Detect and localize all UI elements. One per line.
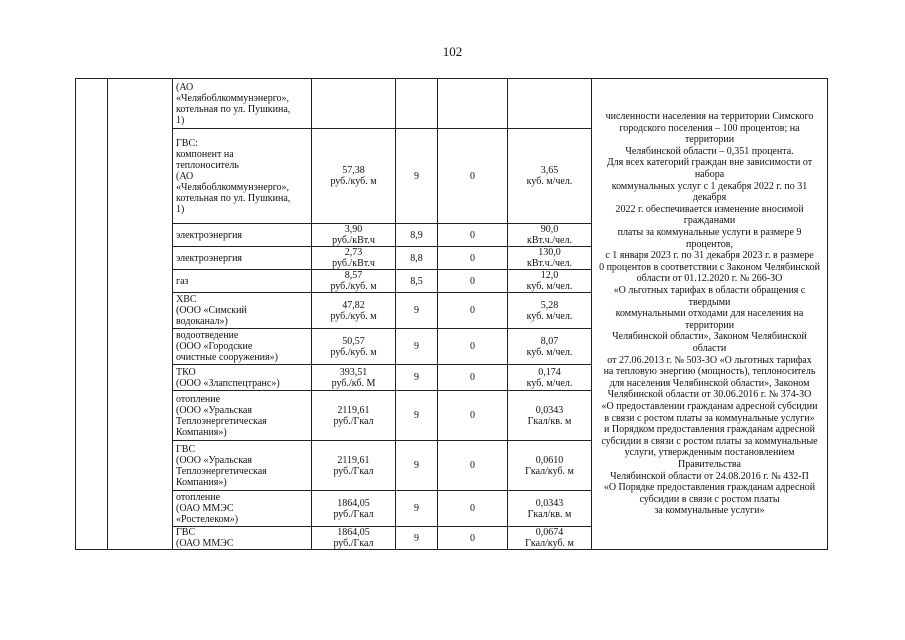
tariff-unit: руб./кВт.ч — [332, 235, 375, 246]
tariff-value: 8,57 — [344, 270, 363, 281]
norm-value: 0,0610 — [535, 454, 564, 466]
norm-unit: Гкал/кв. м — [527, 508, 572, 520]
tariff-table — [75, 78, 828, 550]
tariff-cell — [312, 293, 396, 329]
norm-cell — [508, 491, 592, 527]
service-cell — [173, 441, 312, 491]
norm-cell — [508, 441, 592, 491]
increase-cell: 9 — [396, 491, 438, 527]
norm-cell — [508, 329, 592, 365]
tariff-unit: руб./Гкал — [333, 508, 374, 520]
service-name: отопление (ОАО ММЭС «Ростелеком») — [176, 492, 239, 525]
tariff-value: 57,38 — [342, 165, 365, 176]
tariff-value: 2119,61 — [337, 404, 370, 416]
tariff-value: 1864,05 — [337, 497, 370, 509]
second-period-cell: 0 — [438, 391, 508, 441]
tariff-unit: руб./Гкал — [333, 538, 374, 549]
norm-cell — [508, 527, 592, 550]
increase-cell: 9 — [396, 329, 438, 365]
tariff-unit: руб./кВт.ч — [332, 258, 375, 269]
tariff-value: 47,82 — [342, 299, 365, 311]
norm-cell — [508, 224, 592, 247]
service-cell — [173, 365, 312, 391]
increase-cell: 8,9 — [396, 224, 438, 247]
second-period-cell: 0 — [438, 491, 508, 527]
second-period-cell: 0 — [438, 270, 508, 293]
tariff-value: 50,57 — [342, 335, 365, 347]
tariff-cell — [312, 365, 396, 391]
norm-value: 0,174 — [538, 366, 561, 378]
norm-cell — [508, 79, 592, 129]
increase-cell: 9 — [396, 365, 438, 391]
second-period-cell: 0 — [438, 293, 508, 329]
note-cell — [592, 79, 828, 550]
norm-value: 8,07 — [540, 335, 559, 347]
service-cell — [173, 391, 312, 441]
service-cell — [173, 247, 312, 270]
service-cell — [173, 491, 312, 527]
second-period-cell: 0 — [438, 365, 508, 391]
tariff-value: 393,51 — [339, 366, 368, 378]
tariff-unit: руб./куб. м — [330, 346, 377, 358]
service-cell — [173, 270, 312, 293]
increase-cell: 9 — [396, 293, 438, 329]
tariff-cell — [312, 79, 396, 129]
norm-value: 5,28 — [540, 299, 559, 311]
norm-value: 0,0674 — [535, 527, 564, 538]
norm-unit: куб. м/чел. — [526, 346, 573, 358]
norm-value: 0,0343 — [535, 497, 564, 509]
service-cell — [173, 129, 312, 224]
service-name: ХВС (ООО «Симский водоканал») — [176, 294, 247, 327]
service-name: водоотведение (ООО «Городские очистные сооружения») — [176, 330, 278, 363]
norm-value: 130,0 — [538, 247, 561, 258]
norm-cell — [508, 270, 592, 293]
empty-cell — [76, 79, 108, 550]
norm-unit: куб. м/чел. — [526, 176, 573, 187]
tariff-unit: руб./куб. м — [330, 310, 377, 322]
norm-unit: кВт.ч./чел. — [527, 235, 572, 246]
norm-value: 3,65 — [540, 165, 559, 176]
service-name: ГВС (ОАО ММЭС — [176, 527, 234, 549]
second-period-cell: 0 — [438, 247, 508, 270]
increase-cell: 9 — [396, 441, 438, 491]
tariff-value: 2,73 — [344, 247, 363, 258]
service-name: ГВС (ООО «Уральская Теплоэнергетическая Компания») — [176, 443, 267, 488]
increase-cell: 8,5 — [396, 270, 438, 293]
norm-value: 90,0 — [540, 224, 559, 235]
tariff-cell — [312, 247, 396, 270]
second-period-cell: 0 — [438, 527, 508, 550]
service-name: отопление (ООО «Уральская Теплоэнергетическая Компания») — [176, 393, 267, 438]
page-number: 102 — [442, 44, 463, 59]
table-body — [76, 79, 828, 550]
norm-cell — [508, 293, 592, 329]
tariff-unit: руб./кб. М — [331, 377, 376, 389]
tariff-cell — [312, 329, 396, 365]
service-name: (АО «Челябоблкоммунэнерго», котельная по ул. Пушкина, 1) — [176, 81, 291, 126]
norm-cell — [508, 365, 592, 391]
tariff-cell — [312, 527, 396, 550]
norm-unit: Гкал/кв. м — [527, 415, 572, 427]
norm-unit: куб. м/чел. — [526, 281, 573, 292]
increase-cell — [396, 79, 438, 129]
tariff-unit: руб./куб. м — [330, 176, 377, 187]
service-cell — [173, 293, 312, 329]
norm-unit: куб. м/чел. — [526, 377, 573, 389]
norm-cell — [508, 391, 592, 441]
tariff-cell — [312, 441, 396, 491]
norm-value: 0,0343 — [535, 404, 564, 416]
second-period-cell: 0 — [438, 329, 508, 365]
norm-value: 12,0 — [540, 270, 559, 281]
increase-cell: 8,8 — [396, 247, 438, 270]
service-cell — [173, 224, 312, 247]
service-cell — [173, 527, 312, 550]
tariff-value: 3,90 — [344, 224, 363, 235]
increase-cell: 9 — [396, 129, 438, 224]
service-name: электроэнергия — [176, 229, 243, 241]
tariff-cell — [312, 224, 396, 247]
norm-unit: Гкал/куб. м — [525, 538, 574, 549]
service-name: ГВС: компонент на теплоноситель (АО «Челябоблкоммунэнерго», котельная по ул. Пушкина, 1) — [176, 137, 291, 215]
second-period-cell: 0 — [438, 224, 508, 247]
tariff-cell — [312, 391, 396, 441]
increase-cell: 9 — [396, 527, 438, 550]
service-cell — [173, 329, 312, 365]
increase-cell: 9 — [396, 391, 438, 441]
second-period-cell — [438, 79, 508, 129]
tariff-cell — [312, 491, 396, 527]
service-name: ТКО (ООО «Злапспецтранс») — [176, 366, 280, 389]
tariff-cell — [312, 270, 396, 293]
norm-unit: кВт.ч./чел. — [527, 258, 572, 269]
empty-cell — [108, 79, 173, 550]
tariff-value: 2119,61 — [337, 454, 370, 466]
service-name: газ — [176, 275, 189, 287]
norm-cell — [508, 247, 592, 270]
second-period-cell: 0 — [438, 129, 508, 224]
tariff-cell — [312, 129, 396, 224]
norm-unit: Гкал/куб. м — [525, 465, 574, 477]
tariff-unit: руб./куб. м — [330, 281, 377, 292]
service-name: электроэнергия — [176, 252, 243, 264]
note-text: численности населения на территории Симского городского поселения – 100 процентов; на территории Челябинской области – 0,351 процента. Для всех категорий граждан вне зависимости от набора коммунальных услуг с 1 декабря 2022 г. по 31 декабря 2022 г. обеспечивается изменение вносимой гражданами платы за коммунальные услуги в размере 9 процентов, с 1 января 2023 г. по 31 декабря 2023 г. в размере 0 процентов в соответствии с Законом Челябинской области от 01.12.2020 г. № 266-ЗО «О льготных тарифах в области обращения с твердыми коммунальными отходами для населения на территории Челябинской области», Законом Челябинской области от 27.06.2013 г. № 503-ЗО «О льготных тарифах на тепловую энергию (мощность), теплоноситель для населения Челябинской области», Законом Челябинской области от 30.06.2016 г. № 374-ЗО «О предоставлении гражданам адресной субсидии в связи с ростом платы за коммунальные услуги» и Порядком предоставления гражданам адресной субсидии в связи с ростом платы за коммунальные услуги, утвержденным постановлением Правительства Челябинской области от 24.08.2016 г. № 432-П «О Порядке предоставления гражданам адресной субсидии в связи с ростом платы за коммунальные услуги» — [599, 111, 820, 517]
service-cell — [173, 79, 312, 129]
tariff-unit: руб./Гкал — [333, 415, 374, 427]
table-row — [76, 79, 828, 129]
tariff-unit: руб./Гкал — [333, 465, 374, 477]
second-period-cell: 0 — [438, 441, 508, 491]
norm-unit: куб. м/чел. — [526, 310, 573, 322]
tariff-value: 1864,05 — [337, 527, 370, 538]
norm-cell — [508, 129, 592, 224]
